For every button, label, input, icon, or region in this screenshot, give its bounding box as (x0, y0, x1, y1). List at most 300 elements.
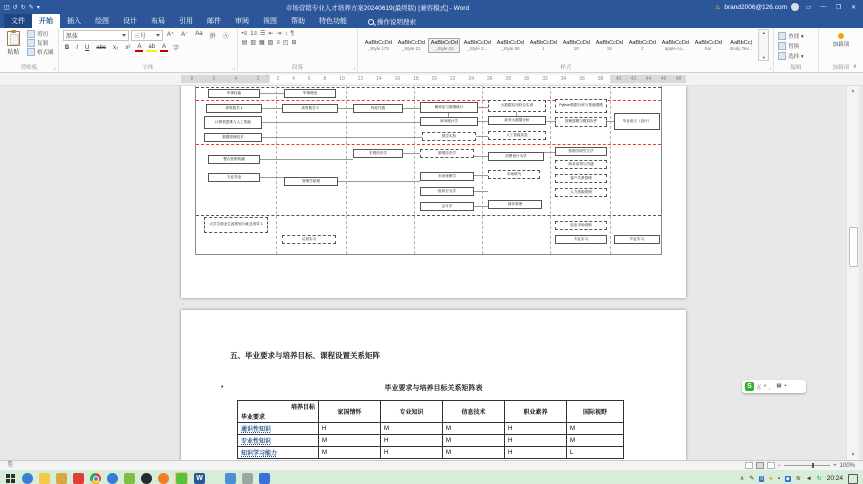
ruler-number: 32 (542, 76, 548, 82)
styles-scroll-down-icon[interactable]: ▼ (761, 55, 766, 60)
scroll-up-icon[interactable]: ▲ (850, 88, 856, 94)
ink-icon[interactable]: ▪ (777, 475, 780, 482)
chart-top-line (196, 87, 661, 88)
notification-center-icon[interactable] (848, 474, 858, 484)
styles-dialog-launcher[interactable]: ⌟ (768, 65, 772, 71)
paragraph-tool-a3[interactable]: ⇤ (268, 31, 274, 37)
connector-line (260, 177, 284, 178)
style-name: 15 (606, 45, 612, 51)
tab-布局[interactable]: 布局 (151, 18, 165, 25)
format-painter-button[interactable]: 格式刷 (27, 48, 54, 56)
web-layout-button[interactable] (767, 462, 775, 469)
zoom-in-button[interactable]: + (833, 462, 837, 469)
connector-line (403, 153, 420, 154)
style-item-10[interactable] (560, 38, 592, 53)
style-item-bar[interactable] (692, 38, 724, 53)
warning-icon: ⚠ (714, 4, 721, 11)
enclose-characters-button[interactable]: 字 (173, 46, 180, 52)
system-tray (740, 474, 858, 484)
font-size-combo[interactable]: 三号 (131, 30, 163, 41)
connector-line (478, 107, 488, 108)
matrix-cell: M (567, 435, 624, 447)
font-tool-3[interactable]: 拼 (209, 34, 216, 40)
section-divider-line (196, 215, 661, 216)
style-name: _Style 22 (434, 45, 454, 51)
connector-line (607, 121, 614, 122)
style-item-_Style 3...[interactable] (461, 38, 493, 53)
cut-icon (27, 30, 35, 38)
tab-file[interactable]: 文件 (4, 14, 32, 28)
clipboard-icon (7, 31, 20, 46)
table-row (238, 423, 624, 435)
red-phase-line (196, 144, 661, 145)
course-box: 数据管理技术 (204, 133, 262, 142)
font-color-button[interactable]: A (162, 43, 167, 50)
course-box: 军事技能 (208, 89, 260, 98)
tray-expand-icon[interactable]: ∧ (739, 476, 745, 482)
style-sample: AaBbCcDd (595, 39, 623, 46)
replace-icon (778, 42, 786, 50)
course-box: 管理学原理 (284, 177, 338, 186)
addins-button[interactable]: 加载项 (823, 30, 859, 48)
course-box: 大数据应用综合实训 (488, 100, 546, 112)
file-explorer-icon[interactable] (39, 473, 50, 484)
save-icon[interactable]: ◫ (4, 4, 10, 11)
connector-line (476, 136, 488, 137)
paragraph-tool-a5[interactable]: ↕ (284, 30, 288, 37)
style-sample: AaBbCc( (730, 39, 753, 46)
maximize-button[interactable]: ❐ (835, 4, 842, 11)
column-header: 专业知识 (381, 401, 443, 423)
ruler-number: 30 (523, 76, 530, 82)
volume-icon[interactable]: ◄ (805, 475, 812, 482)
font-tool-1[interactable]: A⁻ (181, 32, 189, 38)
table-title: 毕业要求与培养目标关系矩阵表 (384, 384, 483, 392)
ruler-number: 6 (212, 76, 216, 82)
find-icon (778, 32, 786, 40)
paste-button[interactable] (4, 30, 23, 57)
paragraph-group-label: 段落 (291, 65, 303, 71)
ruler-number: 40 (615, 76, 622, 82)
close-button[interactable]: ✕ (850, 4, 857, 11)
connector-line (546, 121, 555, 122)
ribbon (0, 28, 863, 73)
tab-引用[interactable]: 引用 (179, 18, 193, 25)
course-box: 客户关系管理 (555, 174, 607, 183)
sync-icon[interactable]: ↻ (816, 476, 822, 482)
course-box: 管理学研究方法 (555, 147, 607, 156)
ribbon-tabs (0, 14, 863, 28)
paragraph-tool-a4[interactable]: ⇥ (276, 31, 282, 37)
style-name: apple-co... (664, 45, 686, 51)
column-divider-line (346, 86, 347, 254)
account-email[interactable]: brand2006@126.com (724, 3, 787, 11)
collapse-ribbon-button[interactable]: ∧ (852, 64, 857, 70)
running-app-2-icon[interactable] (242, 473, 253, 484)
matrix-cell: L (567, 447, 624, 459)
font-tool-2[interactable]: Aa (195, 31, 203, 37)
search-icon (368, 19, 374, 25)
corner-label-top: 培养目标 (290, 405, 315, 411)
tab-插入[interactable]: 插入 (67, 18, 81, 25)
clipboard-group-label: 剪贴板 (20, 65, 38, 71)
ruler-number: 28 (505, 76, 511, 82)
section-heading: 五、毕业要求与培养目标、课程设置关系矩阵 (230, 351, 380, 360)
sogou-tray-icon[interactable]: ● (769, 475, 773, 482)
superscript-button[interactable]: x² (125, 44, 131, 51)
redo-icon[interactable]: ↻ (20, 4, 26, 11)
course-box: 人力资源管理 (555, 188, 607, 197)
avatar[interactable] (791, 3, 799, 11)
style-item-Body Tex...[interactable] (725, 38, 757, 53)
tab-视图[interactable]: 视图 (263, 18, 277, 25)
network-icon[interactable]: ≋ (795, 476, 801, 482)
style-sample: AaBbCcDd (364, 39, 392, 46)
matrix-cell: H (505, 435, 567, 447)
course-box: 大学生职业生涯规划与就业指导 1 (204, 217, 268, 233)
course-box: 市场研究 (488, 170, 540, 179)
word-icon[interactable]: W (194, 473, 205, 484)
course-box: 宏观经济学 (353, 149, 403, 158)
paragraph-group (238, 28, 359, 72)
ribbon-display-options-button[interactable]: ▭ (805, 4, 812, 11)
row-label: 专业性知识 (238, 435, 319, 447)
paragraph-tool-b5[interactable]: ◰ (282, 40, 289, 46)
paragraph-tool-b2[interactable]: ▦ (259, 40, 265, 46)
matrix-cell: M (319, 435, 381, 447)
ruler-number: 4 (292, 76, 295, 82)
running-app-1-icon[interactable] (225, 473, 236, 484)
zoom-level[interactable]: 100% (839, 462, 855, 469)
course-box: Python数据分析与预测建模 (555, 99, 607, 113)
subscript-button[interactable]: x₂ (112, 44, 119, 51)
ruler-number: 6 (307, 76, 311, 82)
course-box: 高等数学 1 (206, 104, 262, 113)
replace-button[interactable]: 替换 (778, 42, 813, 50)
matrix-cell: H (319, 423, 381, 435)
chrome-center-dot (93, 476, 99, 482)
course-box: 线性代数 (353, 104, 403, 113)
column-header: 信息技术 (443, 401, 505, 423)
style-name: _Style 56 (500, 45, 520, 51)
table-row (238, 447, 624, 459)
course-box: 财务管理 (488, 200, 542, 209)
column-divider-line (276, 86, 277, 254)
style-sample: AaBbCcDd (430, 39, 458, 46)
search-label: 操作说明搜索 (377, 19, 416, 26)
ruler-number: 16 (394, 76, 401, 82)
chrome-icon[interactable] (90, 473, 101, 484)
addins-group-label: 加载项 (832, 65, 850, 71)
taskbar (0, 470, 863, 484)
browser-blue-icon[interactable] (22, 473, 33, 484)
font-dialog-launcher[interactable]: ⌟ (232, 65, 235, 71)
scroll-down-icon[interactable]: ▼ (850, 452, 856, 458)
pen-icon[interactable]: ✎ (749, 476, 755, 482)
style-item-_Style 21[interactable] (395, 38, 427, 53)
style-sample: AaBbCcDd (529, 39, 557, 46)
matrix-cell: M (443, 423, 505, 435)
connector-line (474, 175, 488, 176)
style-sample: AaBbCcDd (694, 39, 722, 46)
tab-特色功能[interactable]: 特色功能 (319, 18, 347, 25)
course-box: 整合营销传播 (208, 155, 260, 164)
ruler-number: 46 (660, 76, 667, 82)
course-box: 专业导论 (208, 173, 260, 182)
paragraph-tool-a2[interactable]: ☰ (260, 31, 266, 37)
matrix-cell: M (443, 447, 505, 459)
tab-绘图[interactable]: 绘图 (95, 18, 109, 25)
italic-button[interactable]: I (76, 44, 78, 51)
course-box: 组织行为学 (420, 187, 474, 196)
connector-line (338, 108, 353, 109)
ime-tool-3[interactable]: ▦ (776, 382, 782, 389)
strikethrough-button[interactable]: abc (96, 44, 106, 51)
highlight-button[interactable]: ab (148, 43, 156, 50)
course-box: 人工智能实验 (488, 131, 546, 140)
connector-line (474, 191, 488, 192)
course-box: 商务统计学 (420, 117, 478, 126)
style-item-15[interactable] (593, 38, 625, 53)
paragraph-tool-a6[interactable]: ¶ (290, 30, 294, 37)
row-label: 通识性知识 (238, 423, 319, 435)
ime-tool-1[interactable]: ◗ (763, 382, 767, 389)
select-button[interactable]: 选择 ▾ (778, 52, 813, 60)
title-bar (0, 0, 863, 14)
ruler-number: 2 (256, 76, 260, 82)
bold-button[interactable]: B (64, 44, 70, 51)
matrix-cell: H (505, 447, 567, 459)
tab-审阅[interactable]: 审阅 (235, 18, 249, 25)
badge-app-icon[interactable]: 0 (760, 475, 764, 482)
font-tool-0[interactable]: A⁺ (166, 32, 175, 38)
style-name: _Style 21 (401, 45, 421, 51)
column-divider-line (482, 86, 483, 254)
underline-button[interactable]: U (84, 44, 90, 51)
scroll-thumb[interactable] (849, 227, 858, 267)
style-item-_Style 22[interactable] (428, 38, 460, 53)
clipboard-dialog-launcher[interactable]: ⌟ (53, 65, 56, 71)
matrix-cell: H (381, 435, 443, 447)
ruler-number: 4 (234, 76, 238, 82)
style-item-2[interactable] (626, 38, 658, 53)
addin-dot-icon (838, 33, 844, 39)
style-sample: AaBbCcDd (562, 39, 590, 46)
curriculum-flowchart (195, 86, 662, 255)
ruler-number: 10 (339, 76, 345, 82)
proofing-status-icon[interactable]: ⎘ (8, 462, 13, 468)
font-name-combo[interactable]: 黑体 (63, 30, 129, 41)
firefox-icon[interactable] (158, 473, 169, 484)
paragraph-dialog-launcher[interactable]: ⌟ (352, 65, 356, 71)
column-header: 家国情怀 (319, 401, 381, 423)
style-sample: AaBbCcDd (496, 39, 524, 46)
undo-icon[interactable]: ↺ (12, 4, 18, 11)
ime-tool-2[interactable]: ， (768, 384, 775, 391)
photos-icon[interactable] (124, 473, 135, 484)
course-box: 商务谈判与沟通 (555, 160, 607, 169)
style-name: _Style 175 (367, 45, 389, 51)
matrix-cell: M (381, 423, 443, 435)
style-name: _Style 3... (467, 45, 488, 51)
font-group-label: 字体 (142, 65, 154, 71)
read-mode-button[interactable] (745, 462, 753, 469)
netease-mail-icon[interactable] (73, 473, 84, 484)
ruler-number: 24 (468, 76, 475, 82)
style-item-1[interactable] (527, 38, 559, 53)
course-box: 计算机思维与人工智能 (204, 116, 262, 129)
status-bar (0, 460, 863, 470)
course-box: 毕业实习 (614, 235, 660, 244)
column-header: 国际视野 (567, 401, 624, 423)
start-button[interactable] (5, 473, 16, 484)
style-item-_Style 175[interactable] (362, 38, 394, 53)
course-box: 认知实习 (282, 235, 336, 244)
document-area (0, 86, 863, 460)
matrix-cell: H (381, 447, 443, 459)
app-tray-icon[interactable]: ◆ (785, 475, 790, 482)
ime-tool-0[interactable]: 五 (756, 384, 762, 391)
column-header: 职业素养 (505, 401, 567, 423)
minimize-button[interactable]: — (820, 4, 827, 10)
cut-button[interactable]: 剪切 (27, 30, 54, 38)
ruler-number: 22 (450, 76, 456, 82)
connector-line (478, 121, 488, 122)
connector-line (262, 122, 420, 123)
column-divider-line (414, 86, 415, 254)
ime-tool-4[interactable]: + (783, 382, 787, 389)
style-name: Body Tex... (730, 45, 753, 51)
table-row (238, 435, 624, 447)
connector-line (474, 156, 488, 157)
text-effects-button[interactable]: A (137, 43, 142, 50)
style-name: 2 (641, 45, 644, 51)
page-1 (181, 86, 686, 298)
paragraph-tool-a1[interactable]: 1≡ (250, 30, 258, 37)
print-layout-button[interactable] (756, 462, 764, 469)
course-box: 高等数学 2 (282, 104, 338, 113)
course-box: 毕业论文（设计） (614, 113, 660, 130)
find-button[interactable]: 查找 ▾ (778, 32, 813, 40)
connector-line (474, 206, 488, 207)
app-blue-circle-icon[interactable] (107, 473, 118, 484)
course-box: 消费者行为学 (488, 152, 544, 161)
connector-line (260, 159, 353, 160)
qq-icon[interactable] (141, 473, 152, 484)
course-box: 微观经济学 (420, 149, 474, 158)
matrix-cell: M (319, 447, 381, 459)
course-box: 概率论与数理统计 (420, 102, 478, 113)
sogou-logo-icon[interactable]: S (745, 382, 754, 391)
row-label: 知识学习能力 (238, 447, 319, 459)
styles-scrollbar[interactable] (758, 29, 769, 61)
column-divider-line (610, 86, 611, 254)
font-tool-4[interactable]: Ⓐ (222, 34, 229, 40)
clock[interactable]: 20:24 (826, 475, 843, 482)
list-bullet: • (221, 384, 224, 391)
ruler-number: 44 (645, 76, 652, 82)
running-app-3-icon[interactable] (259, 473, 270, 484)
connector-line (260, 93, 284, 94)
connector-line (262, 108, 282, 109)
matrix-cell: H (505, 423, 567, 435)
style-name: 1 (542, 45, 545, 51)
clipboard-group (0, 28, 59, 72)
style-sample: AaBbCcDd (628, 39, 656, 46)
style-name: 10 (573, 45, 579, 51)
editing-group-label: 编辑 (790, 65, 802, 71)
styles-group (358, 28, 774, 72)
zoom-slider-thumb[interactable] (812, 463, 814, 468)
page-2 (181, 310, 686, 460)
connector-line (403, 108, 420, 109)
diagonal-header-cell (238, 401, 319, 423)
table-header-row (238, 401, 624, 423)
course-box: 军事理论 (284, 89, 336, 98)
select-icon (778, 52, 786, 60)
zoom-out-button[interactable]: − (777, 462, 782, 469)
matrix-cell: M (443, 435, 505, 447)
quick-access-toolbar (4, 4, 40, 11)
ruler (0, 73, 863, 86)
format-painter-icon (27, 48, 35, 56)
paragraph-tool-b3[interactable]: ▧ (267, 40, 274, 46)
ruler-number: 48 (675, 76, 682, 82)
paragraph-tool-b4[interactable]: ≡ (276, 39, 280, 46)
connector-line (262, 137, 422, 138)
style-sample: AaBbCcDd (463, 39, 491, 46)
folder-apps-icon[interactable] (56, 473, 67, 484)
course-box: 数学实验 (422, 132, 476, 141)
editing-group (774, 28, 818, 72)
active-app-highlight (175, 472, 188, 484)
ime-toolbar[interactable] (742, 380, 806, 393)
ruler-number: 2 (276, 76, 280, 82)
tell-me-search[interactable] (368, 17, 416, 28)
copy-button[interactable]: 复制 (27, 39, 54, 47)
ruler-number: 20 (431, 76, 438, 82)
qat-more-icon[interactable]: ▾ (36, 4, 40, 11)
tab-设计[interactable]: 设计 (123, 18, 137, 25)
course-box: 会计学 (420, 202, 474, 211)
corner-label-bottom: 毕业要求 (241, 415, 266, 421)
style-item-_Style 56[interactable] (494, 38, 526, 53)
indent-marker[interactable]: ⌂ (266, 73, 270, 79)
zoom-slider[interactable] (784, 465, 830, 466)
vertical-scrollbar[interactable] (846, 86, 859, 460)
connector-line (544, 152, 555, 153)
ruler-number: 8 (323, 76, 327, 82)
paragraph-tool-b0[interactable]: ▤ (241, 40, 248, 46)
wechat-icon[interactable] (176, 473, 187, 484)
styles-scroll-up-icon[interactable]: ▲ (761, 30, 766, 35)
paragraph-tool-a0[interactable]: •≡ (241, 30, 248, 37)
course-box: 商务大数据分析 (488, 116, 546, 125)
ink-icon[interactable]: ✎ (28, 4, 34, 11)
ruler-number: 18 (413, 76, 419, 82)
tab-邮件[interactable]: 邮件 (207, 18, 221, 25)
tab-开始[interactable]: 开始 (32, 14, 60, 28)
tab-帮助[interactable]: 帮助 (291, 18, 305, 25)
style-item-apple-co...[interactable] (659, 38, 691, 53)
paragraph-tool-b6[interactable]: ⊞ (291, 40, 297, 46)
paragraph-tool-b1[interactable]: ▥ (250, 40, 256, 46)
course-box: 创业市场营销 (555, 221, 607, 230)
ruler-number: 34 (560, 76, 567, 82)
document-title: 市场营销专业人才培养方案20240619(最终版) [兼容模式] - Word (285, 4, 470, 12)
ruler-number: 42 (630, 76, 637, 82)
ruler-number: 26 (486, 76, 493, 82)
